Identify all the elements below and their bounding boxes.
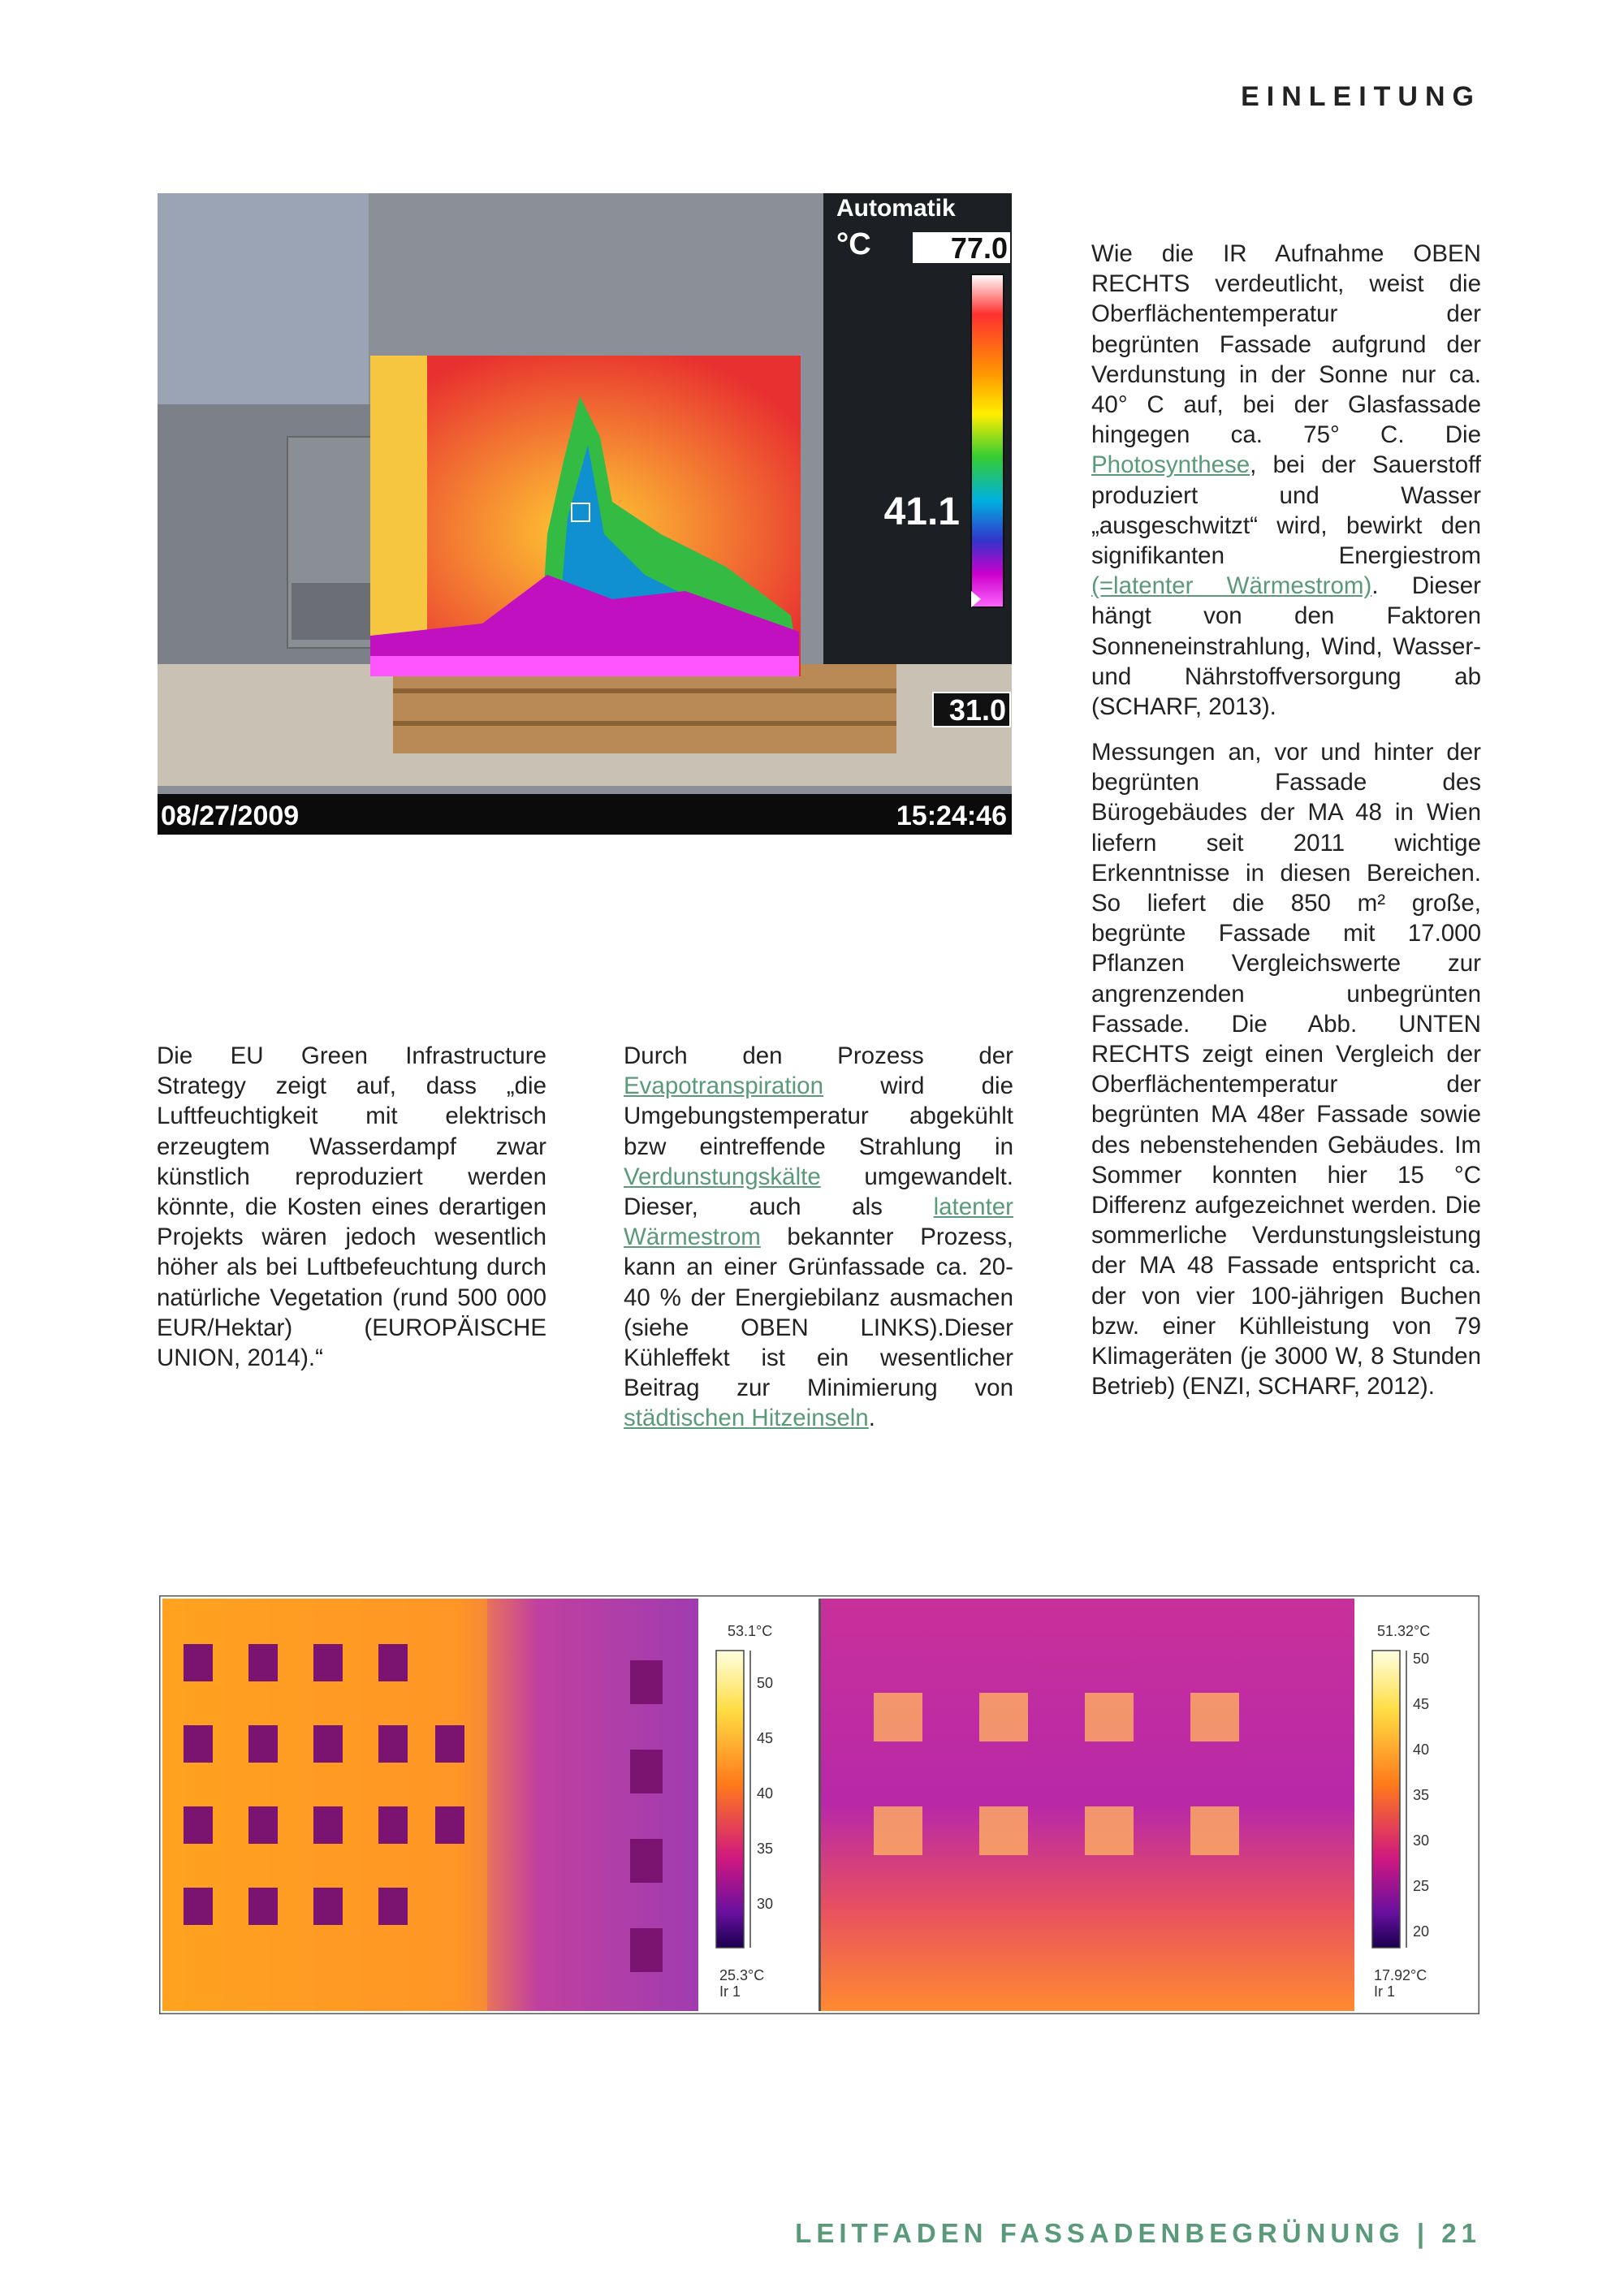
- paragraph-text: bekannter Prozess, kann an einer Grünfassade ca. 20-40 % der Energiebilanz ausmachen (siehe OBEN LINKS).Dieser Kühleffekt ist ein wesentlicher Beitrag zur Minimierung von: [624, 1224, 1013, 1402]
- text-column-1: [157, 1041, 546, 1373]
- ir-right-tick: 35: [1413, 1787, 1430, 1803]
- ir-right-tick: 40: [1413, 1741, 1430, 1758]
- ir-left-label: Ir 1: [719, 1983, 741, 2000]
- photo-date: 08/27/2009: [161, 801, 300, 831]
- footer-title: LEITFADEN FASSADENBEGRÜNUNG: [795, 2218, 1405, 2248]
- footer: [795, 2218, 1481, 2249]
- eu-strategy-paragraph: Die EU Green Infrastructure Strategy zeigt auf, dass „die Luftfeuchtigkeit mit elektrisch erzeugtem Wasserdampf zwar künstlich reproduziert werden könnte, die Kosten eines derartigen Projekts wären jedoch wesentlich höher als bei Luftbefeuchtung durch natürliche Vegetation (rund 500 000 EUR/Hektar) (EUROPÄISCHE UNION, 2014).“: [157, 1042, 546, 1372]
- paragraph-text: .: [868, 1405, 875, 1432]
- ir-left-tick: 45: [757, 1730, 774, 1746]
- paragraph-text: Durch den Prozess der: [624, 1042, 1013, 1069]
- unit-label: °C: [836, 227, 871, 261]
- ir-right-tick: 50: [1413, 1651, 1430, 1667]
- link-latenter-waermestrom[interactable]: latenter Wärmestrom: [624, 1193, 1013, 1251]
- ir-comparison-image: [159, 1595, 1479, 2014]
- link-verdunstungskaelte[interactable]: Verdunstungskälte: [624, 1163, 821, 1190]
- link-evapotranspiration[interactable]: Evapotranspiration: [624, 1072, 823, 1100]
- paragraph-text: wird die Umgebungstemperatur abgekühlt bzw eintreffende Strahlung in: [624, 1072, 1013, 1160]
- ir-right-label: Ir 1: [1374, 1983, 1396, 2000]
- ir-left-max: 53.1°C: [728, 1623, 773, 1639]
- spot-value: 41.1: [883, 490, 960, 533]
- scale-max: 77.0: [950, 231, 1008, 265]
- page-number: 21: [1441, 2218, 1481, 2248]
- paragraph-text: . Dieser hängt von den Faktoren Sonneneinstrahlung, Wind, Wasser- und Nährstoffversorgung ab (SCHARF, 2013).: [1091, 572, 1481, 721]
- ir-right-tick: 25: [1413, 1878, 1430, 1894]
- link-latenter-waermestrom-2[interactable]: (=latenter Wärmestrom): [1091, 572, 1372, 600]
- section-header: EINLEITUNG: [1241, 81, 1481, 112]
- ir-left-tick: 35: [757, 1841, 774, 1857]
- ir-right-tick: 30: [1413, 1832, 1430, 1849]
- link-photosynthese[interactable]: Photosynthese: [1091, 451, 1250, 479]
- thermal-photo: [158, 193, 1012, 835]
- scale-min: 31.0: [948, 693, 1006, 727]
- ir-left-tick: 40: [757, 1785, 774, 1802]
- photo-time: 15:24:46: [896, 801, 1007, 831]
- ir-right-tick: 45: [1413, 1696, 1430, 1712]
- ir-right-tick: 20: [1413, 1923, 1430, 1940]
- text-column-2: [624, 1041, 1013, 1434]
- evapotranspiration-paragraph: [624, 1041, 1013, 1434]
- paragraph-text: Wie die IR Aufnahme OBEN RECHTS verdeutlicht, weist die Oberflächentemperatur der begrünten Fassade aufgrund der Verdunstung in der Sonne nur ca. 40° C auf, bei der Glasfassade hingegen ca. 75° C. Die: [1091, 240, 1481, 449]
- paragraph-text: , bei der Sauerstoff produziert und Wasser „ausgeschwitzt“ wird, bewirkt den signifikanten Energiestrom: [1091, 451, 1481, 570]
- ir-left-tick: 50: [757, 1675, 774, 1691]
- ir-paragraph: [1091, 239, 1481, 722]
- footer-separator: |: [1416, 2218, 1430, 2248]
- paragraph-text: umgewandelt. Dieser, auch als: [624, 1163, 1013, 1221]
- ir-left-min: 25.3°C: [719, 1967, 765, 1983]
- link-staedtische-hitzeinseln[interactable]: städtischen Hitzeinseln: [624, 1405, 869, 1432]
- ir-left-tick: 30: [757, 1896, 774, 1912]
- text-column-3-bottom: [1091, 737, 1481, 1401]
- measurements-paragraph: Messungen an, vor und hinter der begrünten Fassade des Bürogebäudes der MA 48 in Wien liefern seit 2011 wichtige Erkenntnisse in diesen Bereichen. So liefert die 850 m² große, begrünte Fassade mit 17.000 Pflanzen Vergleichswerte zur angrenzenden unbegrünten Fassade. Die Abb. UNTEN RECHTS zeigt einen Vergleich der Oberflächentemperatur der begrünten MA 48er Fassade sowie des nebenstehenden Gebäudes. Im Sommer konnten hier 15 °C Differenz aufgezeichnet werden. Die sommerliche Verdunstungsleistung der MA 48 Fassade entspricht ca. der von vier 100-jährigen Buchen bzw. einer Kühlleistung von 79 Klimageräten (je 3000 W, 8 Stunden Betrieb) (ENZI, SCHARF, 2012).: [1091, 739, 1481, 1400]
- ir-right-min: 17.92°C: [1374, 1967, 1427, 1983]
- mode-label: Automatik: [836, 195, 956, 222]
- text-column-3-top: [1091, 239, 1481, 722]
- ir-right-max: 51.32°C: [1377, 1623, 1431, 1639]
